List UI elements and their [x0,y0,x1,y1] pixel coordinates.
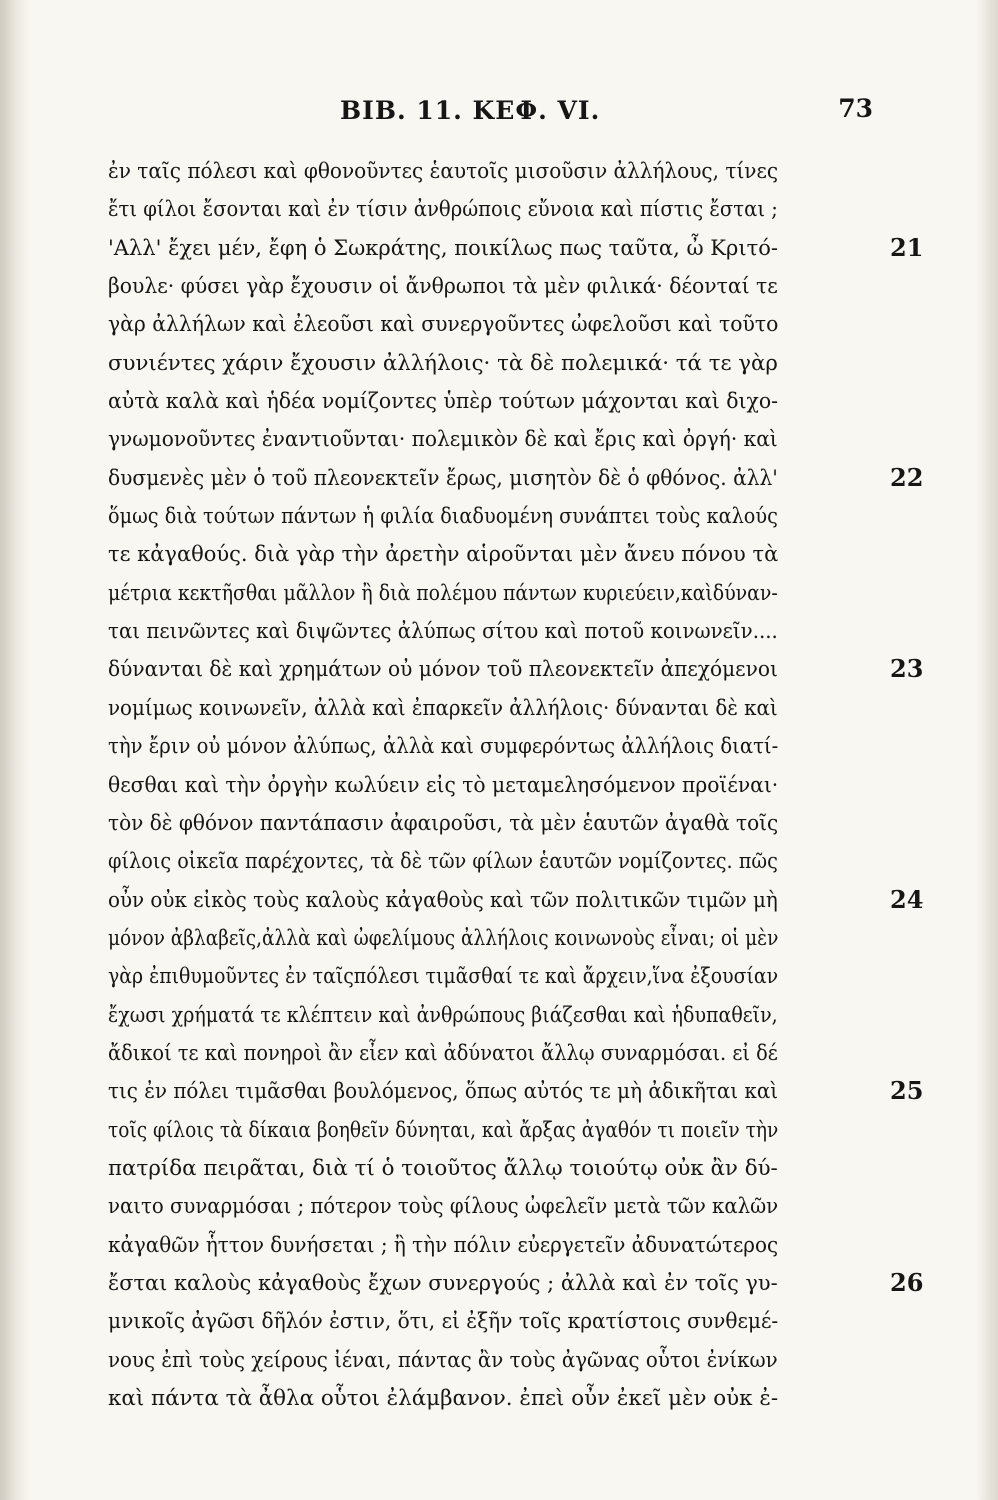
section-number: 25 [890,1076,924,1106]
line-text: πατρίδα πειρᾶται, διὰ τί ὁ τοιοῦτος ἄλλῳ τοιούτῳ οὐκ ἂν δύ- [108,1155,778,1180]
text-line [108,344,868,382]
running-title: BIB. 11. ΚΕΦ. VI. [340,96,601,125]
text-line [108,766,868,804]
text-line [108,190,868,228]
line-text: νομίμως κοινωνεῖν, ἀλλὰ καὶ ἐπαρκεῖν ἀλλήλοις· δύνανται δὲ καὶ [108,695,778,720]
section-number: 24 [890,884,924,914]
line-text: ὅμως διὰ τούτων πάντων ἡ φιλία διαδυομένη συνάπτει τοὺς καλούς [108,504,778,529]
text-line [108,727,868,765]
text-line [108,842,868,880]
line-text: κἀγαθῶν ἧττον δυνήσεται ; ἢ τὴν πόλιν εὐεργετεῖν ἀδυνατώτερος [108,1232,779,1257]
text-line [108,881,924,919]
text-line [108,459,924,497]
line-text: νους ἐπὶ τοὺς χείρους ἰέναι, πάντας ἂν τοὺς ἀγῶνας οὗτοι ἐνίκων [108,1347,778,1372]
section-number: 21 [890,232,924,262]
text-line [108,1111,868,1149]
page-gutter-left [0,0,30,1500]
line-text: ἐν ταῖς πόλεσι καὶ φθονοῦντες ἑαυτοῖς μισοῦσιν ἀλλήλους, τίνες [108,159,779,183]
text-line [108,152,868,190]
text-block [108,152,924,1417]
line-text: ται πεινῶντες καὶ διψῶντες ἀλύπως σίτου καὶ ποτοῦ κοινωνεῖν.... [108,619,778,644]
text-line [108,1149,868,1187]
line-text: οὖν οὐκ εἰκὸς τοὺς καλοὺς κἀγαθοὺς καὶ τῶν πολιτικῶν τιμῶν μὴ [108,887,778,912]
line-text: ἔσται καλοὺς κἀγαθοὺς ἔχων συνεργούς ; ἀλλὰ καὶ ἐν τοῖς γυ- [108,1270,778,1295]
line-text: μνικοῖς ἀγῶσι δῆλόν ἐστιν, ὅτι, εἰ ἐξῆν τοῖς κρατίστοις συνθεμέ- [108,1309,779,1334]
line-text: θεσθαι καὶ τὴν ὀργὴν κωλύειν εἰς τὸ μεταμελησόμενον προϊέναι· [108,772,779,797]
line-text: δύνανται δὲ καὶ χρημάτων οὐ μόνον τοῦ πλεονεκτεῖν ἀπεχόμενοι [108,657,778,682]
line-text: καὶ πάντα τὰ ἆθλα οὗτοι ἐλάμβανον. ἐπεὶ οὖν ἐκεῖ μὲν οὐκ ἐ- [108,1386,779,1410]
line-text: φίλοις οἰκεῖα παρέχοντες, τὰ δὲ τῶν φίλων ἑαυτῶν νομίζοντες. πῶς [108,849,778,874]
section-number: 26 [890,1267,924,1297]
text-line [108,574,868,612]
text-line [108,957,868,995]
text-line [108,1226,868,1264]
section-number: 23 [890,654,924,684]
line-text: γὰρ ἐπιθυμοῦντες ἐν ταῖςπόλεσι τιμᾶσθαί τε καὶ ἄρχειν,ἵνα ἐξουσίαν [108,964,779,989]
text-line [108,612,868,650]
line-text: τις ἐν πόλει τιμᾶσθαι βουλόμενος, ὅπως αὐτός τε μὴ ἀδικῆται καὶ [108,1079,779,1104]
line-text: μέτρια κεκτῆσθαι μᾶλλον ἢ διὰ πολέμου πάντων κυριεύειν,καὶδύναν- [108,580,778,605]
line-text: τοῖς φίλοις τὰ δίκαια βοηθεῖν δύνηται, καὶ ἄρξας ἀγαθόν τι ποιεῖν τὴν [108,1117,779,1142]
text-line [108,535,868,573]
text-line [108,919,868,957]
line-text: 'Αλλ' ἔχει μέν, ἔφη ὁ Σωκράτης, ποικίλως πως ταῦτα, ὦ Κριτό- [108,235,778,260]
line-text: ἔτι φίλοι ἔσονται καὶ ἐν τίσιν ἀνθρώποις εὔνοια καὶ πίστις ἔσται ; [108,197,778,222]
line-text: γὰρ ἀλλήλων καὶ ἐλεοῦσι καὶ συνεργοῦντες ὠφελοῦσι καὶ τοῦτο [108,312,779,337]
text-line [108,996,868,1034]
page-number: 73 [838,94,873,123]
text-line [108,1187,868,1225]
line-text: βουλε· φύσει γὰρ ἔχουσιν οἱ ἄνθρωποι τὰ μὲν φιλικά· δέονταί τε [108,274,778,299]
text-line [108,689,868,727]
line-text: τὴν ἔριν οὐ μόνον ἀλύπως, ἀλλὰ καὶ συμφερόντως ἀλλήλοις διατί- [108,734,779,759]
text-line [108,1379,868,1417]
text-line [108,1034,868,1072]
text-line [108,497,868,535]
text-line [108,1264,924,1302]
page-edge-right [976,0,998,1500]
text-line [108,305,868,343]
text-line [108,804,868,842]
section-number: 22 [890,462,924,492]
text-line [108,382,868,420]
line-text: ναιτο συναρμόσαι ; πότερον τοὺς φίλους ὠφελεῖν μετὰ τῶν καλῶν [108,1194,779,1219]
text-line [108,1341,868,1379]
text-line [108,1072,924,1110]
line-text: τε κἀγαθούς. διὰ γὰρ τὴν ἀρετὴν αἱροῦνται μὲν ἄνευ πόνου τὰ [108,542,779,567]
line-text: μόνον ἀβλαβεῖς,ἀλλὰ καὶ ὠφελίμους ἀλλήλοις κοινωνοὺς εἶναι; οἱ μὲν [108,925,779,950]
line-text: ἔχωσι χρήματά τε κλέπτειν καὶ ἀνθρώπους βιάζεσθαι καὶ ἡδυπαθεῖν, [108,1002,778,1027]
text-line [108,420,868,458]
line-text: δυσμενὲς μὲν ὁ τοῦ πλεονεκτεῖν ἔρως, μισητὸν δὲ ὁ φθόνος. ἀλλ' [108,465,778,490]
line-text: τὸν δὲ φθόνον παντάπασιν ἀφαιροῦσι, τὰ μὲν ἑαυτῶν ἀγαθὰ τοῖς [108,810,779,835]
text-line [108,267,868,305]
line-text: συνιέντες χάριν ἔχουσιν ἀλλήλοις· τὰ δὲ πολεμικά· τά τε γὰρ [108,350,778,375]
line-text: γνωμονοῦντες ἐναντιοῦνται· πολεμικὸν δὲ καὶ ἔρις καὶ ὀργή· καὶ [108,427,778,452]
text-line [108,1302,868,1340]
text-line [108,650,924,688]
line-text: ἄδικοί τε καὶ πονηροὶ ἂν εἶεν καὶ ἀδύνατοι ἄλλῳ συναρμόσαι. εἰ δέ [108,1040,778,1065]
text-line [108,229,924,267]
line-text: αὐτὰ καλὰ καὶ ἡδέα νομίζοντες ὑπὲρ τούτων μάχονται καὶ διχο- [108,389,779,414]
